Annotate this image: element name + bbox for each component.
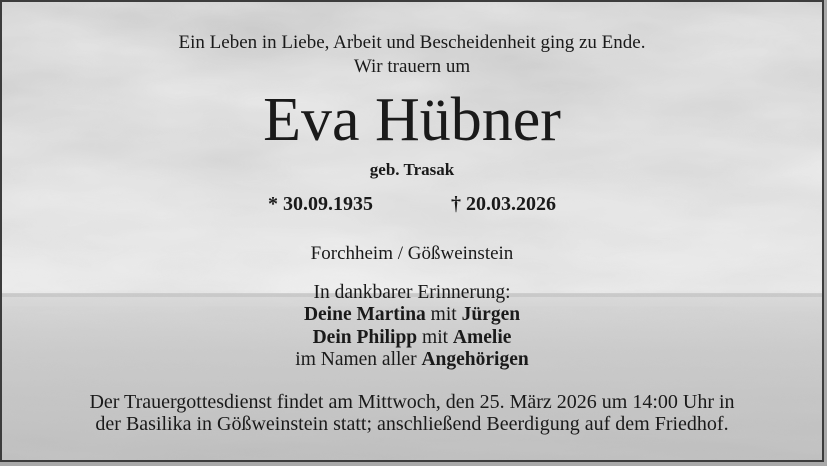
life-dates [2, 194, 822, 214]
intro-line-1: Ein Leben in Liebe, Arbeit und Bescheidenheit ging zu Ende. [178, 32, 646, 53]
places: Forchheim / Gößweinstein [310, 243, 514, 264]
remembrance-heading: In dankbarer Erinnerung: [313, 282, 511, 303]
deceased-name: Eva Hübner [263, 86, 561, 154]
mourner-name: Amelie [452, 326, 512, 348]
birth-date: * 30.09.1935 [268, 193, 373, 215]
death-date: † 20.03.2026 [451, 193, 556, 215]
service-line-1: Der Trauergottesdienst findet am Mittwoch, den 25. März 2026 um 14:00 Uhr in [89, 391, 735, 413]
remembrance-prefix: im Namen aller [295, 348, 422, 370]
relatives-word: Angehörigen [421, 348, 529, 370]
service-line-2: der Basilika in Gößweinstein statt; anschließend Beerdigung auf dem Friedhof. [95, 412, 729, 435]
remembrance-line-1 [2, 304, 822, 326]
remembrance-block [2, 282, 822, 371]
intro-line-2: Wir trauern um [353, 56, 471, 77]
maiden-name: geb. Trasak [369, 160, 455, 179]
mourner-name: Jürgen [461, 304, 521, 326]
remembrance-connector: mit [425, 304, 462, 326]
mourner-name: Dein Philipp [312, 326, 418, 348]
remembrance-line-2 [2, 327, 822, 349]
service-info [2, 392, 822, 435]
remembrance-connector: mit [417, 326, 453, 348]
remembrance-line-3 [2, 349, 822, 371]
mourner-name: Deine Martina [303, 304, 426, 326]
